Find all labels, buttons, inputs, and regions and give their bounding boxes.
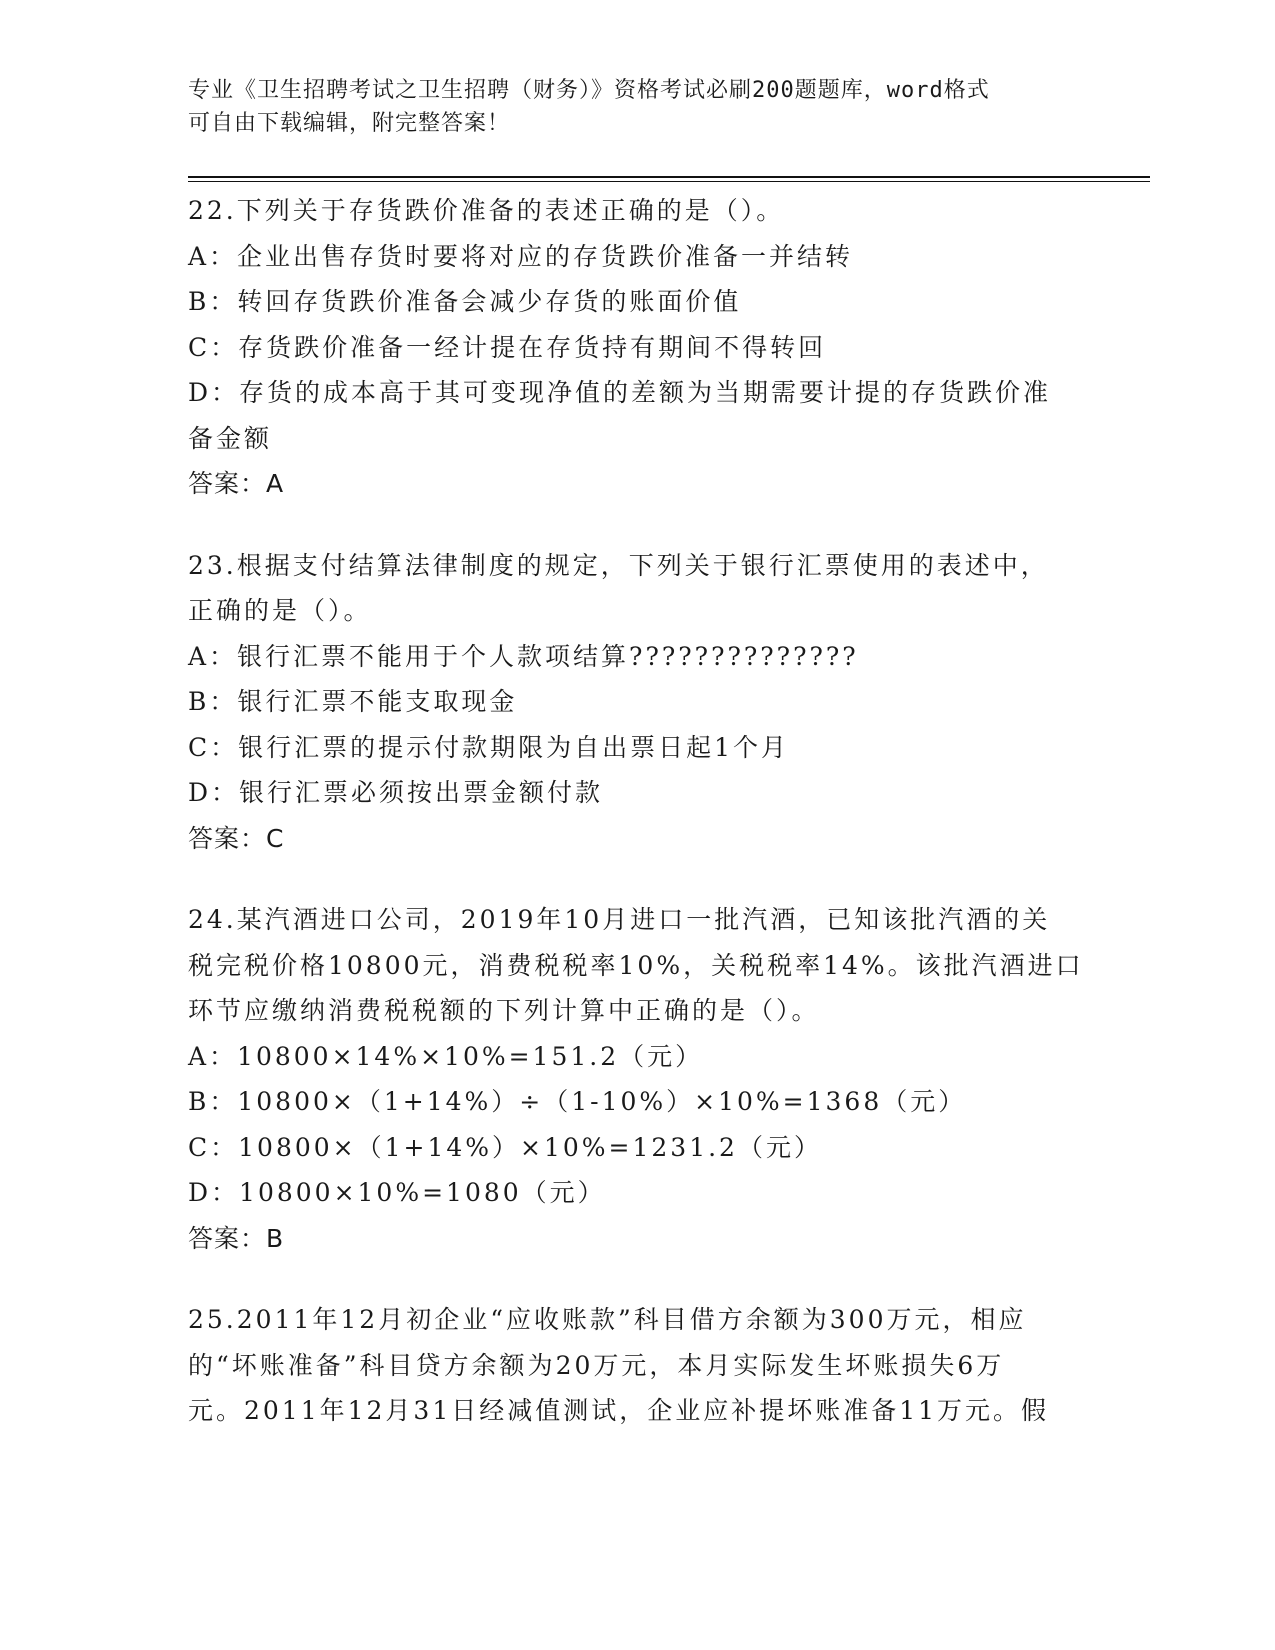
answer: 答案：C xyxy=(188,823,285,853)
question-stem: 24.某汽酒进口公司，2019年10月进口一批汽酒，已知该批汽酒的关 xyxy=(188,905,1051,934)
option-c: C：10800×（1+14%）×10%=1231.2（元） xyxy=(188,1132,822,1162)
option-c: C：存货跌价准备一经计提在存货持有期间不得转回 xyxy=(188,332,827,362)
option-d: D：10800×10%=1080（元） xyxy=(188,1178,606,1207)
question-stem-continued: 元。2011年12月31日经减值测试，企业应补提坏账准备11万元。假 xyxy=(188,1396,1050,1425)
question-stem: 23.根据支付结算法律制度的规定，下列关于银行汇票使用的表述中， xyxy=(188,550,1049,580)
question-25 xyxy=(188,1297,1088,1434)
question-list xyxy=(188,188,1088,1470)
question-24 xyxy=(188,897,1088,1261)
option-b: B：转回存货跌价准备会减少存货的账面价值 xyxy=(188,287,742,316)
option-b: B：银行汇票不能支取现金 xyxy=(188,687,518,716)
question-stem-continued: 税完税价格10800元，消费税税率10%，关税税率14%。该批汽酒进口 xyxy=(188,950,1084,980)
header-line: 可自由下载编辑，附完整答案！ xyxy=(188,111,511,136)
option-b: B：10800×（1+14%）÷（1-10%）×10%=1368（元） xyxy=(188,1087,967,1116)
question-stem: 25.2011年12月初企业“应收账款”科目借方余额为300万元，相应 xyxy=(188,1305,1027,1334)
option-d: D：银行汇票必须按出票金额付款 xyxy=(188,778,604,807)
question-stem-continued: 环节应缴纳消费税税额的下列计算中正确的是（）。 xyxy=(188,996,820,1025)
question-23 xyxy=(188,543,1088,862)
header-line: 专业《卫生招聘考试之卫生招聘（财务）》资格考试必刷200题题库，word格式 xyxy=(188,78,990,103)
question-stem-continued: 正确的是（）。 xyxy=(188,596,372,625)
answer: 答案：B xyxy=(188,1223,285,1253)
question-stem: 22.下列关于存货跌价准备的表述正确的是（）。 xyxy=(188,196,785,225)
question-22 xyxy=(188,188,1088,507)
answer: 答案：A xyxy=(188,469,285,498)
question-stem-continued: 的“坏账准备”科目贷方余额为20万元，本月实际发生坏账损失6万 xyxy=(188,1350,1005,1380)
option-a: A：银行汇票不能用于个人款项结算?????????????? xyxy=(188,641,859,671)
option-a: A：企业出售存货时要将对应的存货跌价准备一并结转 xyxy=(188,241,854,271)
option-c: C：银行汇票的提示付款期限为自出票日起1个月 xyxy=(188,732,790,762)
header-divider-thick xyxy=(188,176,1150,178)
option-d: D：存货的成本高于其可变现净值的差额为当期需要计提的存货跌价准 xyxy=(188,378,1052,407)
header-divider-thin xyxy=(188,181,1150,182)
option-d-continued: 备金额 xyxy=(188,423,273,453)
document-header xyxy=(188,74,1068,140)
option-a: A：10800×14%×10%=151.2（元） xyxy=(188,1041,704,1071)
